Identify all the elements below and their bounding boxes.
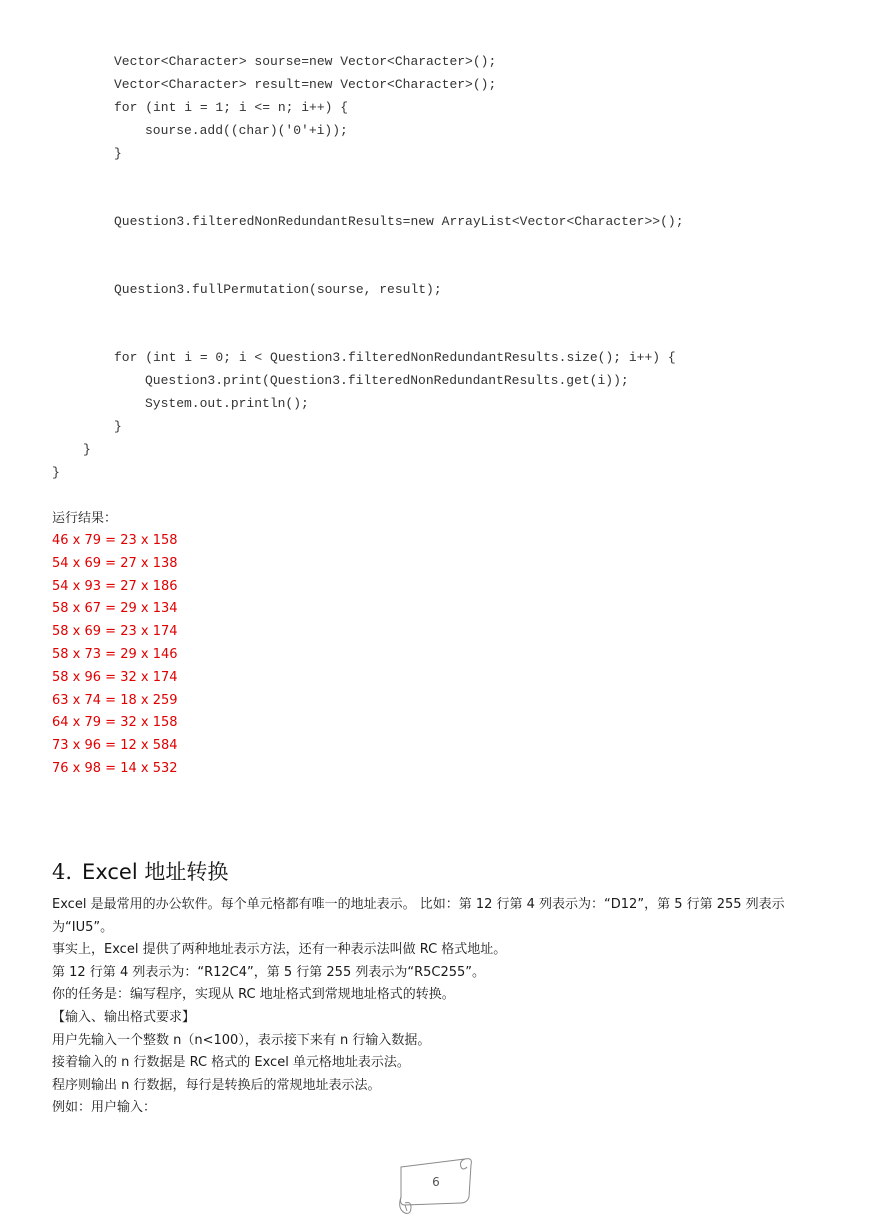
code-block: [52, 52, 684, 480]
code-line: for (int i = 0; i < Question3.filteredNonRedundantResults.size(); i++) {: [114, 350, 676, 365]
code-line: Vector<Character> result=new Vector<Character>();: [114, 77, 497, 92]
code-line: }: [52, 465, 60, 480]
paragraph: 程序则输出 n 行数据，每行是转换后的常规地址表示法。: [52, 1077, 381, 1093]
code-line: }: [114, 419, 122, 434]
paragraph: 接着输入的 n 行数据是 RC 格式的 Excel 单元格地址表示法。: [52, 1055, 410, 1071]
code-line: Question3.fullPermutation(sourse, result);: [114, 282, 442, 297]
paragraph: Excel 是最常用的办公软件。每个单元格都有唯一的地址表示。 比如：第 12 行第 4 列表示为：“D12”，第 5 行第 255 列表示为“IU5”。: [52, 897, 785, 935]
result-label: 运行结果：: [52, 511, 118, 526]
code-line: System.out.println();: [145, 396, 309, 411]
result-list: [52, 531, 178, 782]
code-line: Question3.filteredNonRedundantResults=new ArrayList<Vector<Character>>();: [114, 214, 684, 229]
page-footer: [393, 1153, 475, 1217]
code-line: for (int i = 1; i <= n; i++) {: [114, 100, 349, 115]
code-line: }: [83, 442, 91, 457]
section-number: 4.: [52, 860, 73, 884]
paragraph: 事实上，Excel 提供了两种地址表示方法，还有一种表示法叫做 RC 格式地址。: [52, 942, 507, 958]
result-line: 64 x 79 = 32 x 158: [52, 715, 178, 731]
result-line: 46 x 79 = 23 x 158: [52, 533, 178, 548]
result-line: 58 x 67 = 29 x 134: [52, 601, 178, 617]
section-body: [52, 894, 822, 1120]
paragraph: 【输入、输出格式要求】: [52, 1009, 196, 1025]
section-title: Excel 地址转换: [82, 860, 229, 884]
result-line: 76 x 98 = 14 x 532: [52, 760, 178, 776]
code-line: Vector<Character> sourse=new Vector<Character>();: [114, 54, 497, 69]
code-line: Question3.print(Question3.filteredNonRedundantResults.get(i));: [145, 373, 629, 388]
result-line: 58 x 73 = 29 x 146: [52, 646, 178, 662]
result-line: 54 x 69 = 27 x 138: [52, 555, 178, 571]
page-number: 6: [432, 1175, 440, 1189]
paragraph: 用户先输入一个整数 n（n<100），表示接下来有 n 行输入数据。: [52, 1032, 431, 1048]
paragraph: 例如：用户输入：: [52, 1100, 157, 1116]
paragraph: 第 12 行第 4 列表示为：“R12C4”，第 5 行第 255 列表示为“R5C255”。: [52, 964, 486, 980]
code-line: sourse.add((char)('0'+i));: [145, 123, 348, 138]
result-line: 73 x 96 = 12 x 584: [52, 738, 178, 754]
paragraph: 你的任务是：编写程序，实现从 RC 地址格式到常规地址格式的转换。: [52, 987, 455, 1003]
result-line: 54 x 93 = 27 x 186: [52, 578, 178, 594]
code-line: }: [114, 146, 122, 161]
result-line: 63 x 74 = 18 x 259: [52, 692, 178, 708]
result-line: 58 x 96 = 32 x 174: [52, 669, 178, 685]
result-line: 58 x 69 = 23 x 174: [52, 624, 178, 640]
section-heading: [52, 857, 228, 887]
